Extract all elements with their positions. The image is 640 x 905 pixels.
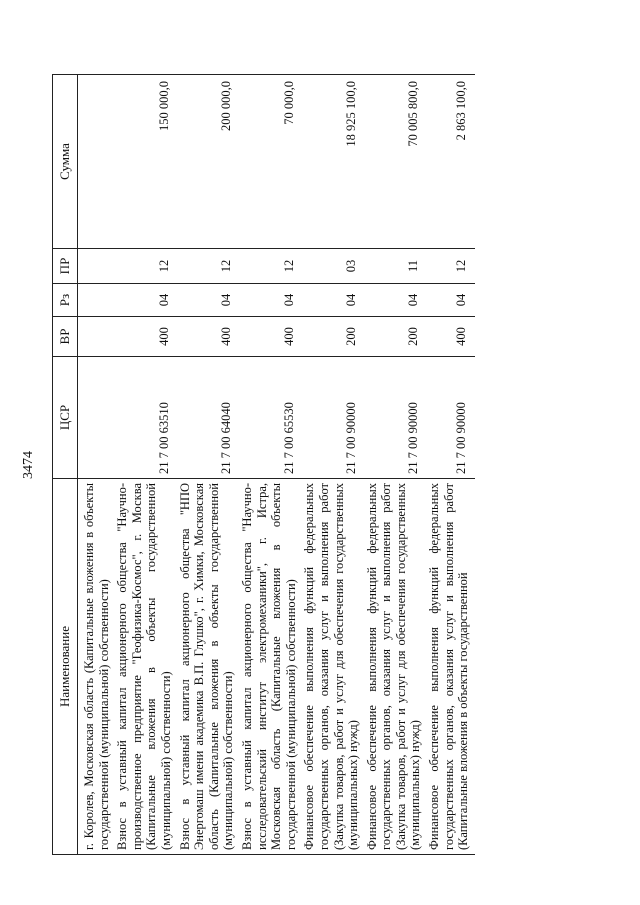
row-csr: 21 7 00 90000 [365,357,427,479]
row-name: Финансовое обеспечение выполнения функций федеральных государственных органов, оказания услуг и выполнения работ (Закупка товаров, работ и услуг для обеспечения государственных (муниципальных) нужд) [365,479,427,855]
table-row [240,75,302,855]
row-sum: 18 925 100,0 [302,75,364,249]
row-vr [78,317,116,357]
row-sum: 70 000,0 [240,75,302,249]
table-row [302,75,364,855]
row-name: г. Королев, Московская область (Капитальные вложения в объекты государственной (муниципальной) собственности) [78,479,116,855]
row-vr: 400 [178,317,240,357]
row-rz: 04 [178,284,240,317]
row-pr: 12 [178,249,240,284]
row-rz: 04 [115,284,177,317]
row-rz: 04 [240,284,302,317]
row-csr: 21 7 00 90000 [427,357,475,479]
page-number: 3474 [21,451,36,479]
column-header-name: Наименование [53,479,78,855]
table-row [427,75,475,855]
row-pr: 03 [302,249,364,284]
row-csr: 21 7 00 63510 [115,357,177,479]
row-rz: 04 [365,284,427,317]
column-header-rz: Рз [53,284,78,317]
row-vr: 200 [302,317,364,357]
table-row [365,75,427,855]
row-rz: 04 [427,284,475,317]
table-row [115,75,177,855]
row-csr [78,357,116,479]
row-csr: 21 7 00 90000 [302,357,364,479]
table-row [78,75,116,855]
row-rz: 04 [302,284,364,317]
column-header-pr: ПР [53,249,78,284]
column-header-sum: Сумма [53,75,78,249]
row-name: Взнос в уставный капитал акционерного общества "Научно-исследовательский институт электромеханики", г. Истра, Московская область (Капитальные вложения в объекты государственной (муниципальной) собственности) [240,479,302,855]
row-pr: 12 [427,249,475,284]
row-name: Финансовое обеспечение выполнения функций федеральных государственных органов, оказания услуг и выполнения работ (Закупка товаров, работ и услуг для обеспечения государственных (муниципальных) нужд) [302,479,364,855]
row-name: Взнос в уставный капитал акционерного общества "НПО Энергомаш имени академика В.П. Глушко", г. Химки, Московская область (Капитальные вложения в объекты государственной (муниципальной) собственности) [178,479,240,855]
row-pr: 12 [115,249,177,284]
rotated-page [20,75,620,855]
row-name: Взнос в уставный капитал акционерного общества "Научно-производственное предприятие "Геофизика-Космос", г. Москва (Капитальные вложения в объекты государственной (муниципальной) собственности) [115,479,177,855]
row-name: Финансовое обеспечение выполнения функций федеральных государственных органов, оказания услуг и выполнения работ (Капитальные вложения в объекты государственной [427,479,475,855]
row-vr: 400 [240,317,302,357]
table-header-row [53,75,78,855]
row-vr: 400 [115,317,177,357]
row-csr: 21 7 00 65530 [240,357,302,479]
row-vr: 200 [365,317,427,357]
row-pr: 11 [365,249,427,284]
row-sum: 200 000,0 [178,75,240,249]
column-header-vr: ВР [53,317,78,357]
row-pr: 12 [240,249,302,284]
row-csr: 21 7 00 64040 [178,357,240,479]
row-sum: 2 863 100,0 [427,75,475,249]
column-header-csr: ЦСР [53,357,78,479]
row-sum: 150 000,0 [115,75,177,249]
row-sum [78,75,116,249]
table-row [178,75,240,855]
row-vr: 400 [427,317,475,357]
row-pr [78,249,116,284]
row-rz [78,284,116,317]
row-sum: 70 005 800,0 [365,75,427,249]
budget-table [52,74,475,855]
